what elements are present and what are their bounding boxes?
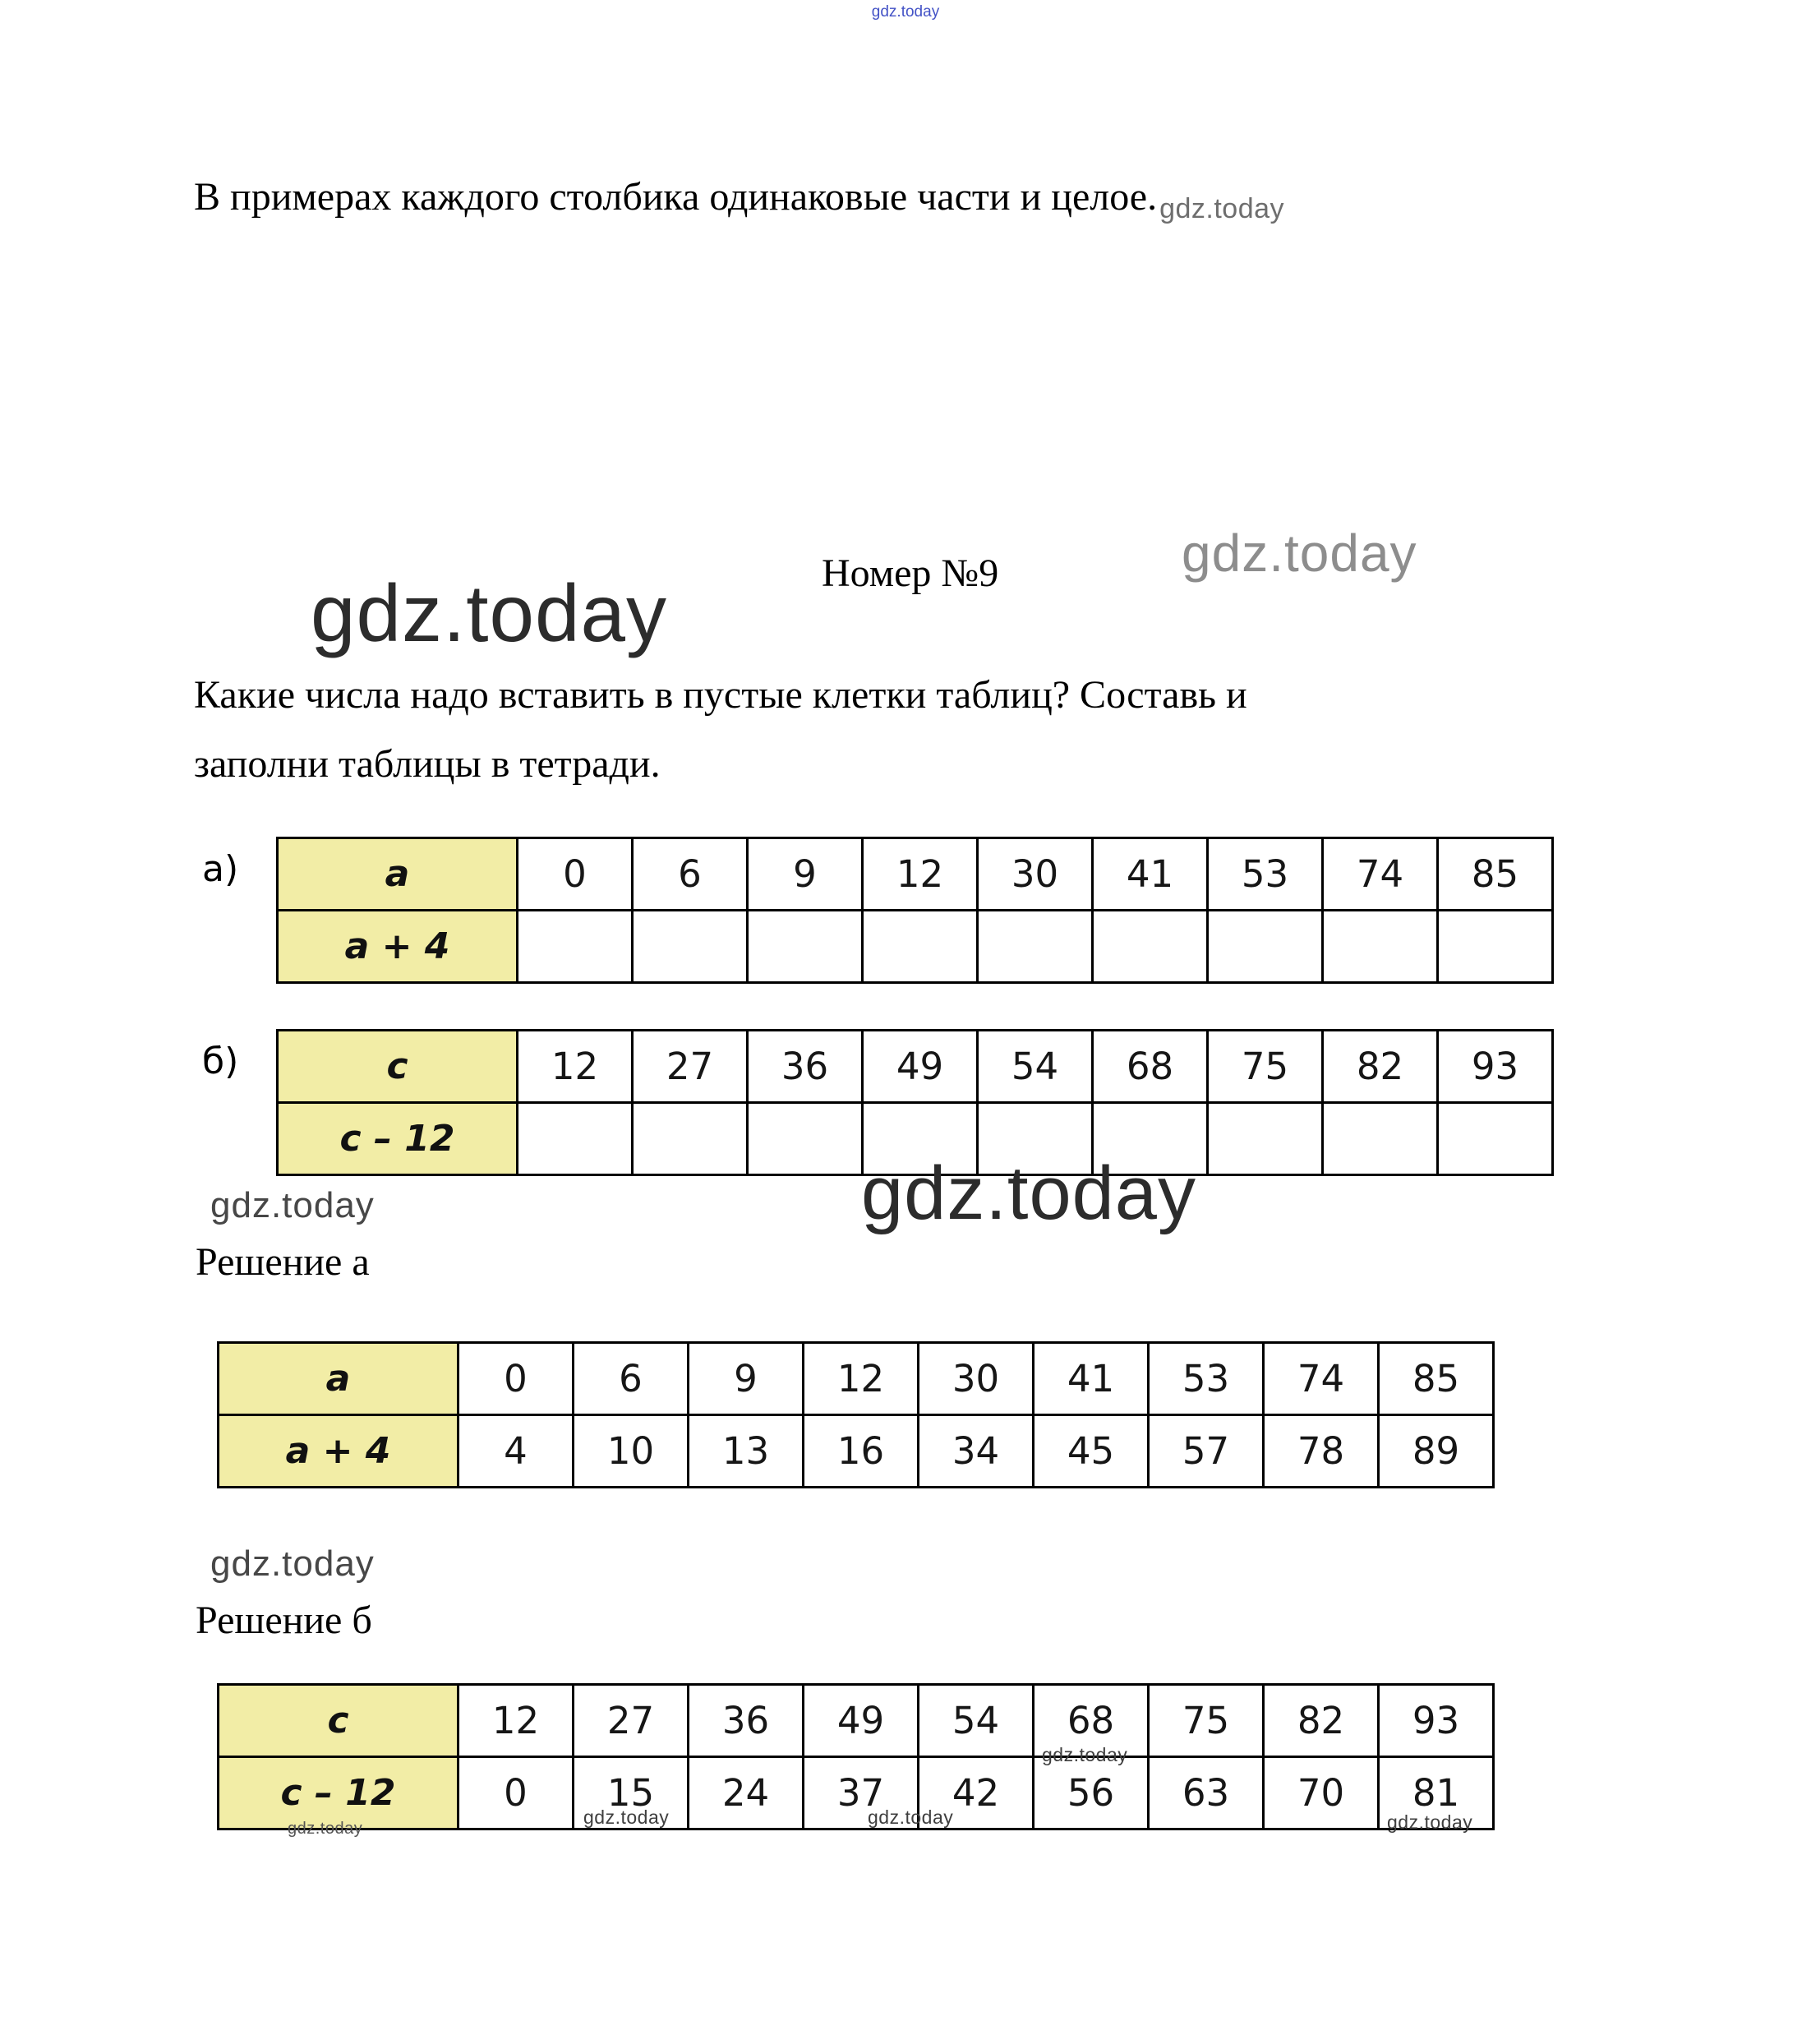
- value-cell: [518, 1103, 633, 1175]
- table-row: [219, 1415, 1494, 1488]
- value-cell: 0: [518, 838, 633, 911]
- value-cell: [1323, 1103, 1438, 1175]
- table-row: [278, 838, 1553, 911]
- value-cell: 10: [574, 1415, 689, 1488]
- value-cell: [1208, 1103, 1323, 1175]
- value-cell: 45: [1034, 1415, 1149, 1488]
- table-row: [219, 1685, 1494, 1757]
- value-cell: 9: [748, 838, 863, 911]
- table-solution-a: [217, 1341, 1495, 1488]
- row-header-cell: c: [219, 1685, 459, 1757]
- value-cell: 41: [1093, 838, 1208, 911]
- watermark-right: gdz.today: [1182, 524, 1417, 583]
- value-cell: 30: [978, 838, 1093, 911]
- value-cell: 75: [1208, 1031, 1323, 1103]
- value-cell: [1438, 911, 1553, 983]
- value-cell: [1208, 911, 1323, 983]
- watermark-big-center: gdz.today: [861, 1151, 1196, 1235]
- value-cell: 68: [1093, 1031, 1208, 1103]
- value-cell: 6: [574, 1343, 689, 1415]
- value-cell: 82: [1323, 1031, 1438, 1103]
- value-cell: 54: [978, 1031, 1093, 1103]
- row-header-cell: c: [278, 1031, 518, 1103]
- row-header-cell: a + 4: [219, 1415, 459, 1488]
- value-cell: 36: [689, 1685, 804, 1757]
- value-cell: 41: [1034, 1343, 1149, 1415]
- value-cell: [633, 1103, 748, 1175]
- value-cell: [978, 911, 1093, 983]
- row-header-cell: a: [219, 1343, 459, 1415]
- value-cell: 89: [1379, 1415, 1494, 1488]
- value-cell: [748, 911, 863, 983]
- solution-b-label: Решение б: [196, 1599, 372, 1642]
- watermark-top: gdz.today: [871, 3, 940, 21]
- watermark-tiny-under-15: gdz.today: [583, 1806, 670, 1828]
- value-cell: 36: [748, 1031, 863, 1103]
- value-cell: 34: [919, 1415, 1034, 1488]
- value-cell: [633, 911, 748, 983]
- value-cell: 53: [1149, 1343, 1264, 1415]
- watermark-tiny-in-header: gdz.today: [288, 1820, 363, 1838]
- value-cell: 27: [633, 1031, 748, 1103]
- value-cell: 54: [919, 1685, 1034, 1757]
- row-header-cell: a: [278, 838, 518, 911]
- table-row: [219, 1757, 1494, 1829]
- value-cell: 93: [1379, 1685, 1494, 1757]
- value-cell: 82: [1264, 1685, 1379, 1757]
- value-cell: 24: [689, 1757, 804, 1829]
- value-cell: 13: [689, 1415, 804, 1488]
- row-header-cell: a + 4: [278, 911, 518, 983]
- value-cell: 85: [1379, 1343, 1494, 1415]
- task-text-line2: заполни таблицы в тетради.: [194, 742, 661, 786]
- value-cell: 27: [574, 1685, 689, 1757]
- table-row: [219, 1343, 1494, 1415]
- value-cell: 12: [459, 1685, 574, 1757]
- value-cell: [518, 911, 633, 983]
- watermark-inline: gdz.today: [1159, 193, 1285, 224]
- value-cell: 49: [863, 1031, 978, 1103]
- value-cell: 16: [804, 1415, 919, 1488]
- value-cell: 12: [518, 1031, 633, 1103]
- watermark-big-left: gdz.today: [311, 568, 667, 658]
- value-cell: 42: [919, 1757, 1034, 1829]
- value-cell: 9: [689, 1343, 804, 1415]
- table-task-a: [276, 837, 1554, 984]
- value-cell: [748, 1103, 863, 1175]
- value-cell: 70: [1264, 1757, 1379, 1829]
- watermark-medium-2: gdz.today: [210, 1543, 375, 1584]
- table-a-outer-label: а): [202, 848, 239, 890]
- value-cell: 6: [633, 838, 748, 911]
- value-cell: [1438, 1103, 1553, 1175]
- value-cell: 49: [804, 1685, 919, 1757]
- intro-text: В примерах каждого столбика одинаковые части и целое.: [194, 175, 1158, 219]
- table-b-outer-label: б): [202, 1040, 239, 1082]
- value-cell: 81: [1379, 1757, 1494, 1829]
- value-cell: 37: [804, 1757, 919, 1829]
- watermark-tiny-under-81: gdz.today: [1387, 1811, 1473, 1833]
- solution-a-label: Решение а: [196, 1240, 370, 1284]
- row-header-cell: c – 12: [278, 1103, 518, 1175]
- value-cell: 74: [1264, 1343, 1379, 1415]
- value-cell: 15: [574, 1757, 689, 1829]
- value-cell: 74: [1323, 838, 1438, 911]
- value-cell: 0: [459, 1757, 574, 1829]
- intro-paragraph: [194, 174, 1285, 224]
- value-cell: 53: [1208, 838, 1323, 911]
- task-text-line1: Какие числа надо вставить в пустые клетки таблиц? Составь и: [194, 673, 1247, 717]
- value-cell: 68: [1034, 1685, 1149, 1757]
- value-cell: 85: [1438, 838, 1553, 911]
- value-cell: 12: [863, 838, 978, 911]
- value-cell: [863, 911, 978, 983]
- value-cell: 78: [1264, 1415, 1379, 1488]
- value-cell: 0: [459, 1343, 574, 1415]
- value-cell: 93: [1438, 1031, 1553, 1103]
- table-solution-b: [217, 1683, 1495, 1830]
- value-cell: 57: [1149, 1415, 1264, 1488]
- value-cell: 4: [459, 1415, 574, 1488]
- value-cell: 75: [1149, 1685, 1264, 1757]
- problem-number: Номер №9: [822, 551, 999, 595]
- value-cell: [1323, 911, 1438, 983]
- value-cell: 12: [804, 1343, 919, 1415]
- watermark-medium-1: gdz.today: [210, 1185, 375, 1225]
- table-row: [278, 911, 1553, 983]
- row-header-cell: c – 12: [219, 1757, 459, 1829]
- value-cell: 56: [1034, 1757, 1149, 1829]
- table-row: [278, 1031, 1553, 1103]
- watermark-tiny-under-42: gdz.today: [868, 1806, 954, 1828]
- value-cell: 30: [919, 1343, 1034, 1415]
- value-cell: [1093, 911, 1208, 983]
- value-cell: 63: [1149, 1757, 1264, 1829]
- watermark-tiny-under-68: gdz.today: [1042, 1744, 1128, 1765]
